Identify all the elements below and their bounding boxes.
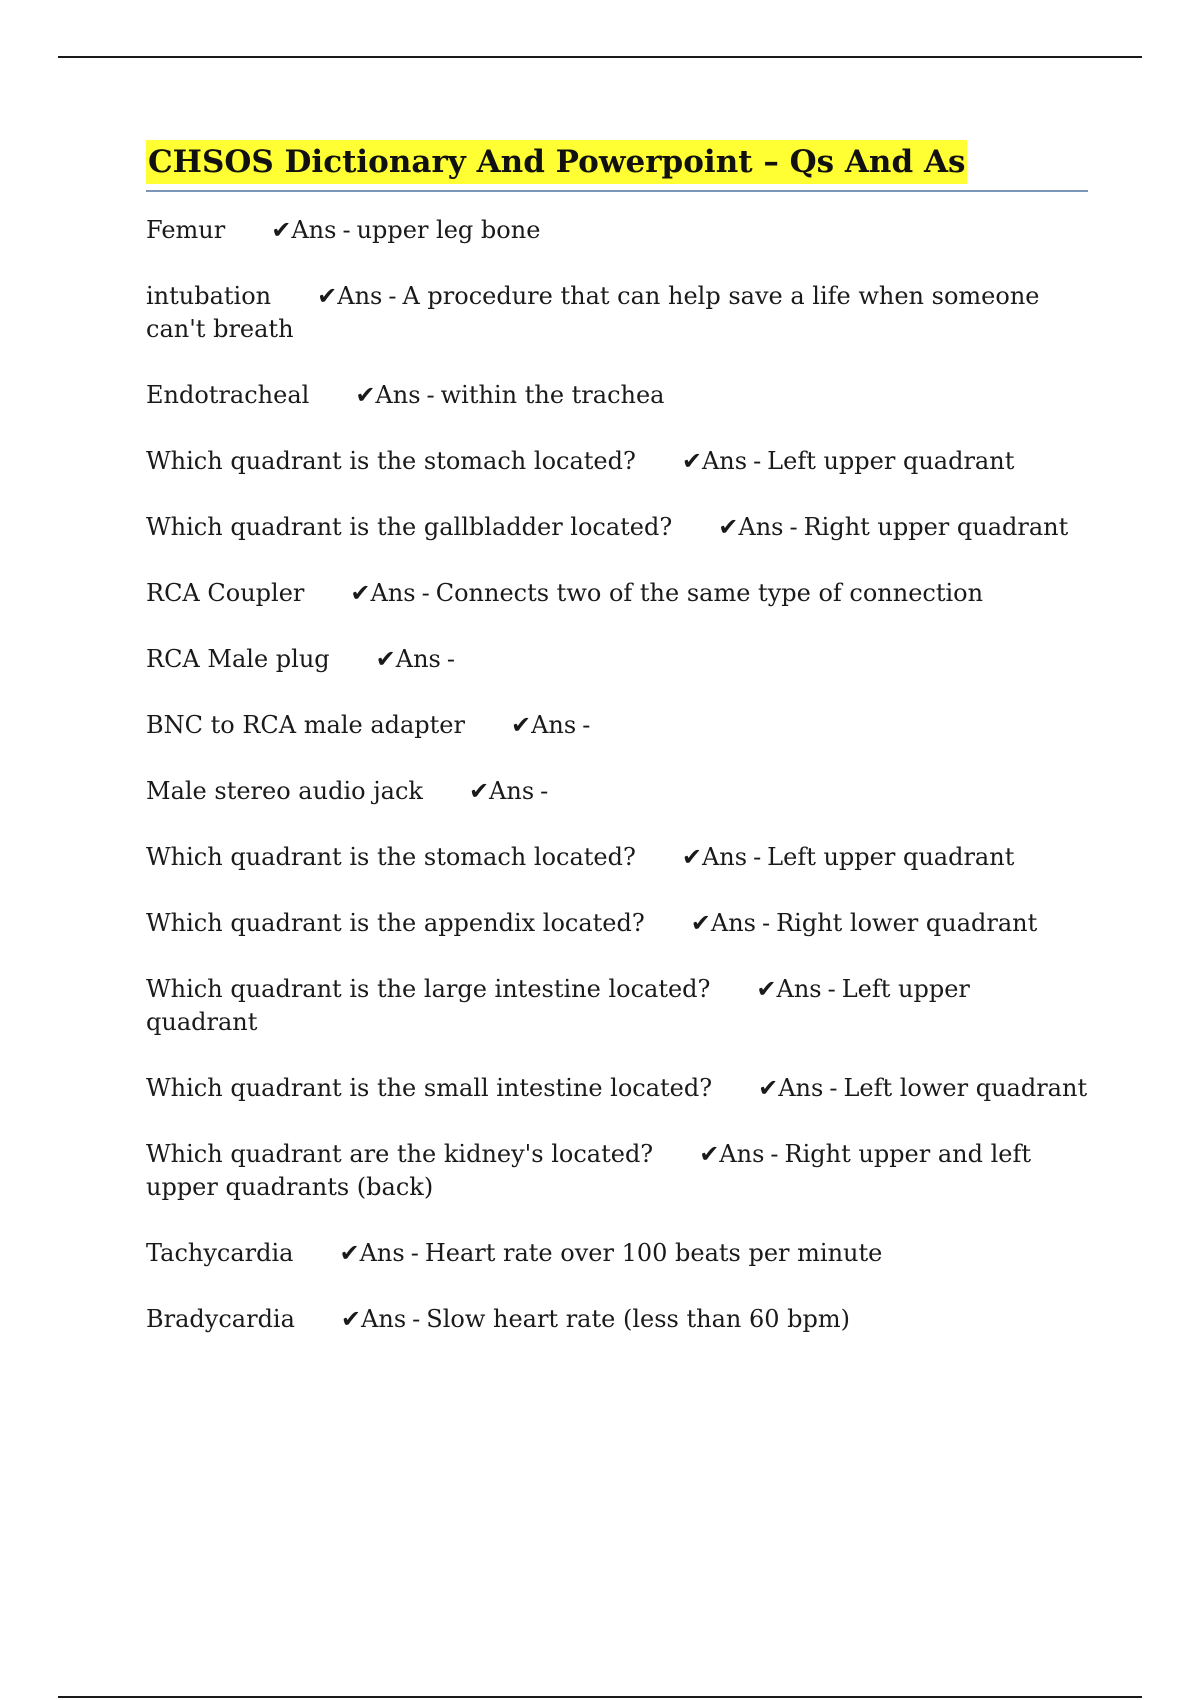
document-body (146, 140, 1088, 1369)
qa-item (146, 973, 1088, 1039)
question-text: intubation (146, 282, 272, 310)
answer-marker (691, 909, 776, 937)
answer-text: upper leg bone (356, 216, 541, 244)
checkmark-icon: ✔ (681, 843, 702, 871)
answer-marker (271, 216, 356, 244)
answer-marker (376, 645, 461, 673)
ans-separator: - (426, 381, 435, 409)
ans-label: Ans (531, 711, 577, 739)
ans-separator: - (412, 1305, 421, 1333)
answer-marker (350, 579, 435, 607)
qa-item (146, 214, 1088, 247)
qa-item (146, 643, 1088, 676)
question-text: Which quadrant is the appendix located? (146, 909, 645, 937)
ans-label: Ans (395, 645, 441, 673)
qa-item (146, 1138, 1088, 1204)
ans-label: Ans (701, 447, 748, 475)
answer-marker (339, 1239, 424, 1267)
answer-marker (682, 843, 767, 871)
question-text: RCA Male plug (146, 645, 330, 673)
top-rule (58, 56, 1142, 58)
qa-item (146, 511, 1088, 544)
question-text: Which quadrant is the stomach located? (146, 447, 636, 475)
ans-label: Ans (776, 975, 822, 1003)
ans-label: Ans (719, 1140, 765, 1168)
question-text: Which quadrant is the stomach located? (146, 843, 636, 871)
title-block (146, 140, 1088, 192)
ans-separator: - (770, 1140, 779, 1168)
checkmark-icon: ✔ (271, 216, 292, 244)
answer-text: Right upper quadrant (803, 513, 1069, 541)
ans-label: Ans (370, 579, 416, 607)
answer-marker (355, 381, 440, 409)
answer-marker (511, 711, 596, 739)
qa-item (146, 907, 1088, 940)
qa-item (146, 1237, 1088, 1270)
checkmark-icon: ✔ (468, 777, 490, 805)
ans-separator: - (342, 216, 351, 244)
qa-list (146, 214, 1088, 1336)
answer-marker (469, 777, 554, 805)
checkmark-icon: ✔ (690, 909, 711, 937)
qa-item (146, 709, 1088, 742)
ans-separator: - (753, 447, 762, 475)
question-text: Bradycardia (146, 1305, 295, 1333)
question-text: Femur (146, 216, 226, 244)
answer-text: Right upper and left upper quadrants (back) (146, 1140, 1032, 1201)
checkmark-icon: ✔ (718, 513, 739, 541)
answer-text: within the trachea (440, 381, 665, 409)
answer-text: Slow heart rate (less than 60 bpm) (426, 1305, 850, 1333)
question-text: Which quadrant is the gallbladder located? (146, 513, 673, 541)
checkmark-icon: ✔ (317, 282, 338, 310)
question-text: Which quadrant is the small intestine located? (146, 1074, 713, 1102)
qa-item (146, 280, 1088, 346)
checkmark-icon: ✔ (756, 975, 777, 1003)
bottom-rule (58, 1696, 1142, 1698)
document-title: CHSOS Dictionary And Powerpoint – Qs And As (146, 140, 967, 184)
ans-separator: - (827, 975, 836, 1003)
ans-separator: - (388, 282, 397, 310)
ans-label: Ans (489, 777, 535, 805)
checkmark-icon: ✔ (355, 381, 376, 409)
checkmark-icon: ✔ (339, 1239, 360, 1267)
answer-text: Heart rate over 100 beats per minute (424, 1239, 883, 1267)
ans-label: Ans (738, 513, 784, 541)
answer-text: Connects two of the same type of connection (435, 579, 984, 607)
question-text: Tachycardia (146, 1239, 294, 1267)
qa-item (146, 1303, 1088, 1336)
answer-text: A procedure that can help save a life when someone can't breath (146, 282, 1040, 343)
ans-separator: - (753, 843, 762, 871)
answer-text: Left upper quadrant (146, 975, 970, 1036)
checkmark-icon: ✔ (340, 1305, 362, 1333)
answer-marker (758, 1074, 843, 1102)
answer-marker (718, 513, 803, 541)
ans-separator: - (761, 909, 771, 937)
question-text: Male stereo audio jack (146, 777, 423, 805)
answer-marker (341, 1305, 426, 1333)
qa-item (146, 379, 1088, 412)
checkmark-icon: ✔ (510, 711, 532, 739)
answer-marker (317, 282, 402, 310)
ans-label: Ans (337, 282, 383, 310)
qa-item (146, 577, 1088, 610)
answer-text: Right lower quadrant (776, 909, 1038, 937)
qa-item (146, 775, 1088, 808)
ans-separator: - (582, 711, 591, 739)
ans-label: Ans (710, 909, 756, 937)
answer-marker (756, 975, 841, 1003)
ans-label: Ans (701, 843, 748, 871)
ans-separator: - (789, 513, 798, 541)
checkmark-icon: ✔ (681, 447, 702, 475)
checkmark-icon: ✔ (350, 579, 371, 607)
ans-label: Ans (375, 381, 421, 409)
ans-label: Ans (778, 1074, 824, 1102)
answer-marker (682, 447, 767, 475)
checkmark-icon: ✔ (699, 1140, 720, 1168)
question-text: Endotracheal (146, 381, 310, 409)
ans-separator: - (421, 579, 430, 607)
question-text: Which quadrant are the kidney's located? (146, 1140, 654, 1168)
question-text: BNC to RCA male adapter (146, 711, 465, 739)
checkmark-icon: ✔ (758, 1074, 779, 1102)
question-text: Which quadrant is the large intestine located? (146, 975, 711, 1003)
answer-marker (699, 1140, 784, 1168)
ans-label: Ans (359, 1239, 405, 1267)
ans-label: Ans (291, 216, 337, 244)
ans-label: Ans (361, 1305, 407, 1333)
ans-separator: - (540, 777, 549, 805)
answer-text: Left upper quadrant (767, 447, 1015, 475)
qa-item (146, 1072, 1088, 1105)
answer-text: Left upper quadrant (767, 843, 1015, 871)
question-text: RCA Coupler (146, 579, 305, 607)
ans-separator: - (829, 1074, 838, 1102)
qa-item (146, 445, 1088, 478)
ans-separator: - (446, 645, 455, 673)
checkmark-icon: ✔ (375, 645, 396, 673)
answer-text: Left lower quadrant (843, 1074, 1088, 1102)
qa-item (146, 841, 1088, 874)
ans-separator: - (410, 1239, 419, 1267)
